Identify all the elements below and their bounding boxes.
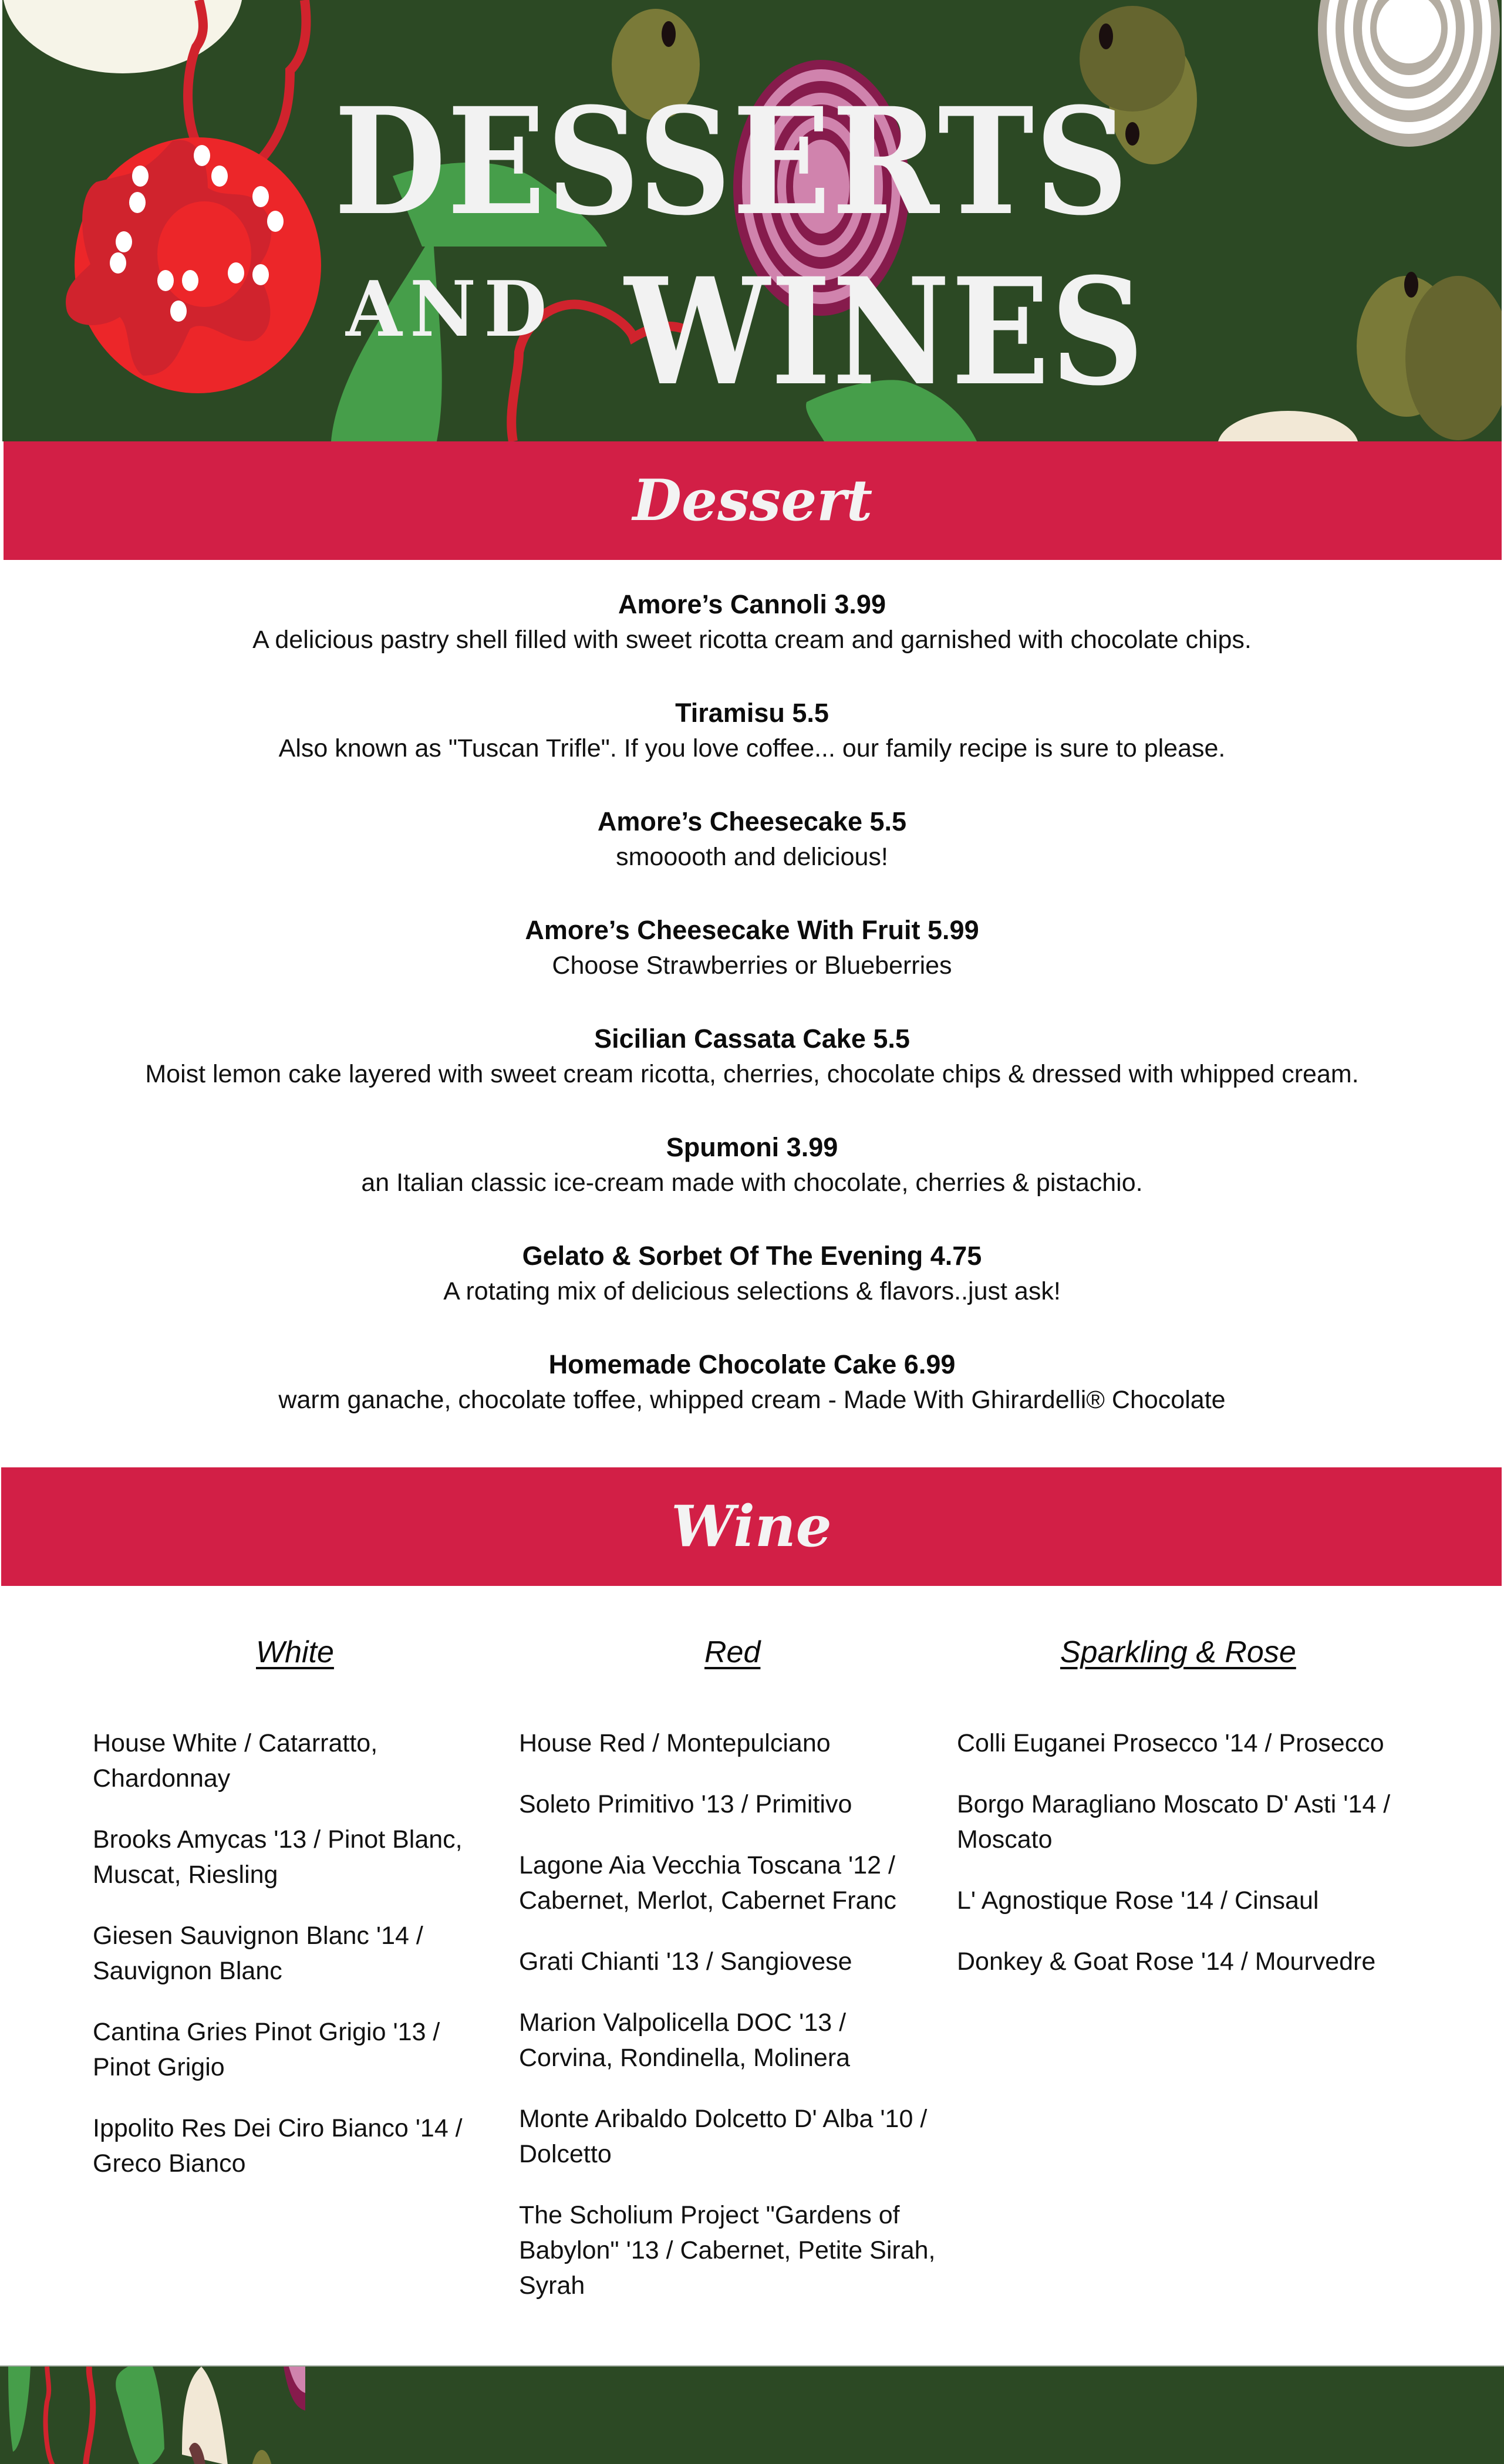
dessert-item — [0, 804, 1504, 913]
dessert-item — [0, 1130, 1504, 1238]
dessert-item — [0, 1347, 1504, 1456]
dessert-description: A rotating mix of delicious selections & flavors..just ask! — [443, 1277, 1061, 1305]
wine-column-heading: White — [256, 1635, 334, 1669]
mushroom-icon — [182, 2367, 228, 2464]
title-desserts: DESSERTS — [334, 75, 1129, 248]
dessert-description: Also known as "Tuscan Trifle". If you love coffee... our family recipe is sure to please. — [278, 734, 1226, 762]
footer-illustration — [0, 2365, 1504, 2464]
dessert-item — [0, 1238, 1504, 1347]
basil-leaf-icon — [116, 2367, 164, 2464]
dessert-list — [0, 587, 1504, 1456]
dessert-item — [0, 913, 1504, 1021]
wine-section-banner — [1, 1467, 1502, 1586]
dessert-name: Amore’s Cannoli 3.99 — [618, 589, 886, 619]
dessert-name: Amore’s Cheesecake 5.5 — [597, 806, 907, 836]
dessert-description: Choose Strawberries or Blueberries — [552, 951, 952, 980]
dessert-item — [0, 696, 1504, 804]
dessert-name: Tiramisu 5.5 — [675, 698, 829, 728]
wine-section-title: Wine — [671, 1493, 832, 1560]
dessert-name: Sicilian Cassata Cake 5.5 — [594, 1024, 910, 1054]
wine-item: Ippolito Res Dei Ciro Bianco '14 / Greco Bianco — [93, 2114, 463, 2178]
header-illustration — [2, 0, 1502, 441]
dessert-name: Homemade Chocolate Cake 6.99 — [548, 1349, 956, 1379]
wine-item: Donkey & Goat Rose '14 / Mourvedre — [957, 1947, 1376, 1976]
wine-list — [93, 1726, 504, 2207]
wine-item: Monte Aribaldo Dolcetto D' Alba '10 / Dolcetto — [519, 2105, 928, 2168]
wine-item: Colli Euganei Prosecco '14 / Prosecco — [957, 1729, 1384, 1757]
dessert-section-title: Dessert — [632, 467, 873, 534]
wine-item: Brooks Amycas '13 / Pinot Blanc, Muscat, Riesling — [93, 1825, 463, 1889]
dessert-description: an Italian classic ice-cream made with chocolate, cherries & pistachio. — [361, 1169, 1143, 1197]
wine-item: Lagone Aia Vecchia Toscana '12 / Cabernet, Merlot, Cabernet Franc — [519, 1851, 896, 1915]
dessert-item — [0, 1021, 1504, 1130]
ingredient-pattern-icon — [0, 2367, 1504, 2464]
wine-item: Giesen Sauvignon Blanc '14 / Sauvignon Blanc — [93, 1922, 423, 1985]
dessert-name: Amore’s Cheesecake With Fruit 5.99 — [525, 915, 979, 945]
menu-title — [2, 0, 1502, 441]
wine-item: House Red / Montepulciano — [519, 1729, 831, 1757]
wine-column-heading: Sparkling & Rose — [1060, 1635, 1296, 1669]
pepper-ring-icon — [86, 2367, 93, 2464]
title-wines: WINES — [625, 245, 1145, 418]
wine-item: L' Agnostique Rose '14 / Cinsaul — [957, 1886, 1319, 1915]
wine-item: Grati Chianti '13 / Sangiovese — [519, 1947, 852, 1976]
wine-item: Marion Valpolicella DOC '13 / Corvina, Rondinella, Molinera — [519, 2009, 851, 2072]
wine-item: The Scholium Project "Gardens of Babylon" '13 / Cabernet, Petite Sirah, Syrah — [519, 2201, 936, 2300]
wine-item: Borgo Maragliano Moscato D' Asti '14 / Moscato — [957, 1790, 1391, 1854]
dessert-section-banner — [4, 441, 1502, 560]
olive-icon — [250, 2450, 274, 2464]
wine-item: Cantina Gries Pinot Grigio '13 / Pinot Grigio — [93, 2018, 440, 2081]
wine-item: House White / Catarratto, Chardonnay — [93, 1729, 378, 1793]
dessert-description: smooooth and delicious! — [616, 843, 888, 871]
basil-leaf-icon — [8, 2367, 31, 2452]
pepper-ring-icon — [46, 2367, 53, 2464]
dessert-description: warm ganache, chocolate toffee, whipped cream - Made With Ghirardelli® Chocolate — [278, 1386, 1226, 1414]
wine-item: Soleto Primitivo '13 / Primitivo — [519, 1790, 852, 1818]
title-and: AND — [346, 264, 555, 354]
dessert-description: Moist lemon cake layered with sweet cream ricotta, cherries, chocolate chips & dressed with whipped cream. — [145, 1060, 1359, 1088]
wine-list — [519, 1726, 942, 2329]
dessert-name: Spumoni 3.99 — [666, 1132, 838, 1162]
wine-list — [957, 1726, 1427, 2005]
dessert-description: A delicious pastry shell filled with sweet ricotta cream and garnished with chocolate chips. — [252, 626, 1252, 654]
dessert-name: Gelato & Sorbet Of The Evening 4.75 — [522, 1241, 982, 1271]
dessert-item — [0, 587, 1504, 696]
wine-column-heading: Red — [704, 1635, 761, 1669]
